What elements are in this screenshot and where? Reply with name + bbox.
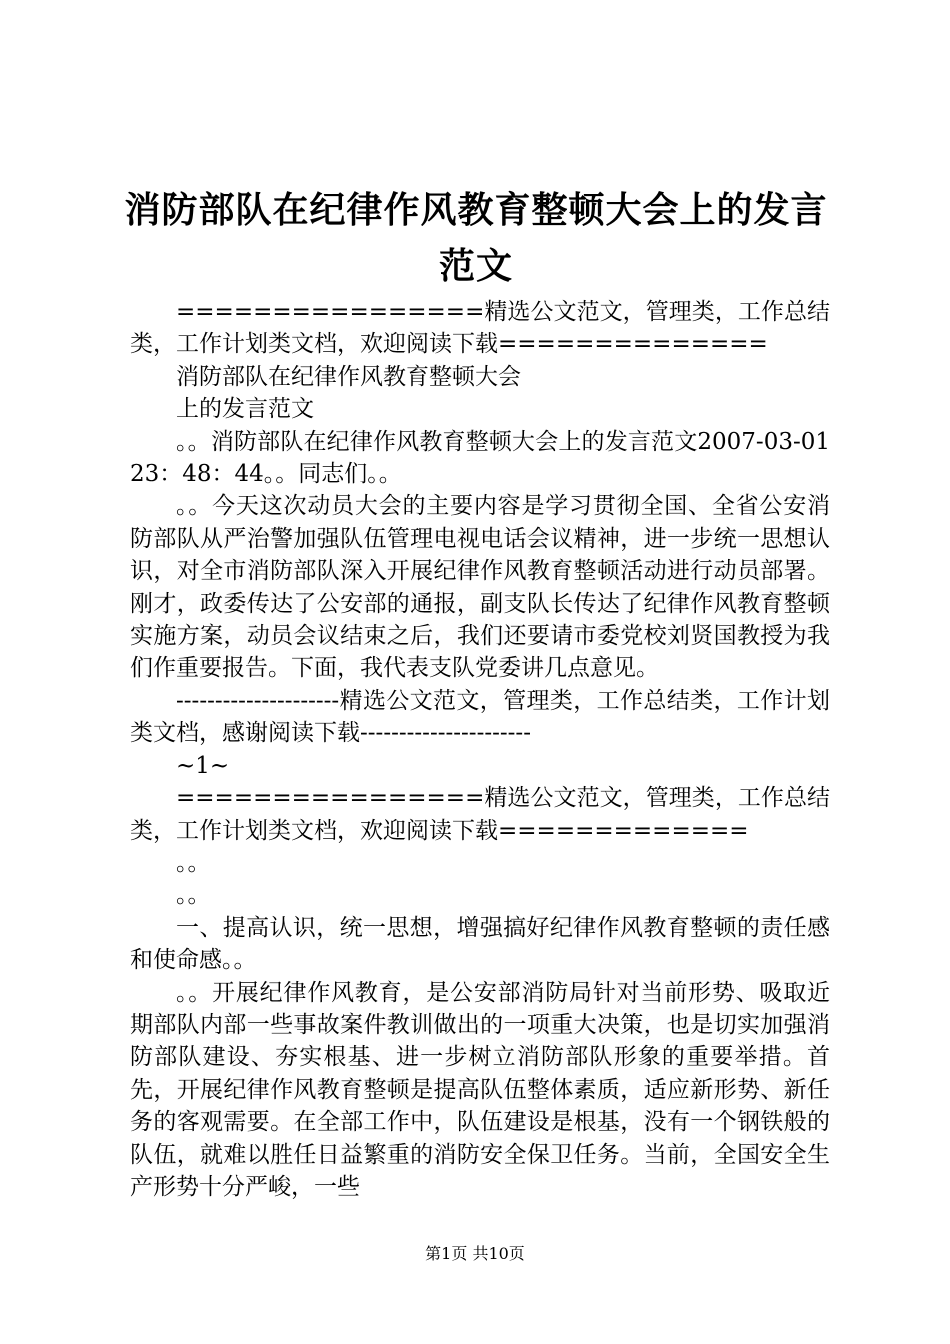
document-body — [130, 296, 830, 1203]
inline-page-marker: ~1~ — [176, 752, 230, 779]
section-heading-1: 一、提高认识，统一思想，增强搞好纪律作风教育整顿的责任感和使命感。。 — [130, 914, 830, 974]
opening-paragraph: 。。今天这次动员大会的主要内容是学习贯彻全国、全省公安消防部队从严治警加强队伍管理电视电话会议精神，进一步统一思想认识，对全市消防部队深入开展纪律作风教育整顿活动进行动员部署。刚才，政委传达了公安部的通报，副支队长传达了纪律作风教育整顿实施方案，动员会议结束之后，我们还要请市委党校刘贤国教授为我们作重要报告。下面，我代表支队党委讲几点意见。 — [130, 493, 830, 682]
banner-header-1: ================精选公文范文，管理类，工作总结类，工作计划类文档，欢迎阅读下载============== — [130, 299, 830, 358]
section-body-1: 。。开展纪律作风教育，是公安部消防局针对当前形势、吸取近期部队内部一些事故案件教训做出的一项重大决策，也是切实加强消防部队建设、夯实根基、进一步树立消防部队形象的重要举措。首先，开展纪律作风教育整顿是提高队伍整体素质，适应新形势、新任务的客观需要。在全部工作中，队伍建设是根基，没有一个钢铁般的队伍，就难以胜任日益繁重的消防安全保卫任务。当前，全国安全生产形势十分严峻，一些 — [130, 979, 830, 1200]
subtitle-line-2: 上的发言范文 — [176, 396, 314, 423]
banner-footer: ---------------------精选公文范文，管理类，工作总结类，工作计划类文档，感谢阅读下载---------------------- — [130, 687, 830, 747]
page-footer: 第1页 共10页 — [425, 1244, 525, 1263]
separator-line-1: 。。 — [176, 849, 211, 876]
document-title: 消防部队在纪律作风教育整顿大会上的发言范文 — [124, 189, 828, 287]
intro-paragraph: 。。消防部队在纪律作风教育整顿大会上的发言范文2007-03-0123：48：44。。同志们。。 — [130, 428, 830, 488]
banner-header-2: ================精选公文范文，管理类，工作总结类，工作计划类文档，欢迎阅读下载============= — [130, 785, 830, 844]
separator-line-2: 。。 — [176, 882, 211, 909]
subtitle-line-1: 消防部队在纪律作风教育整顿大会 — [176, 363, 521, 390]
